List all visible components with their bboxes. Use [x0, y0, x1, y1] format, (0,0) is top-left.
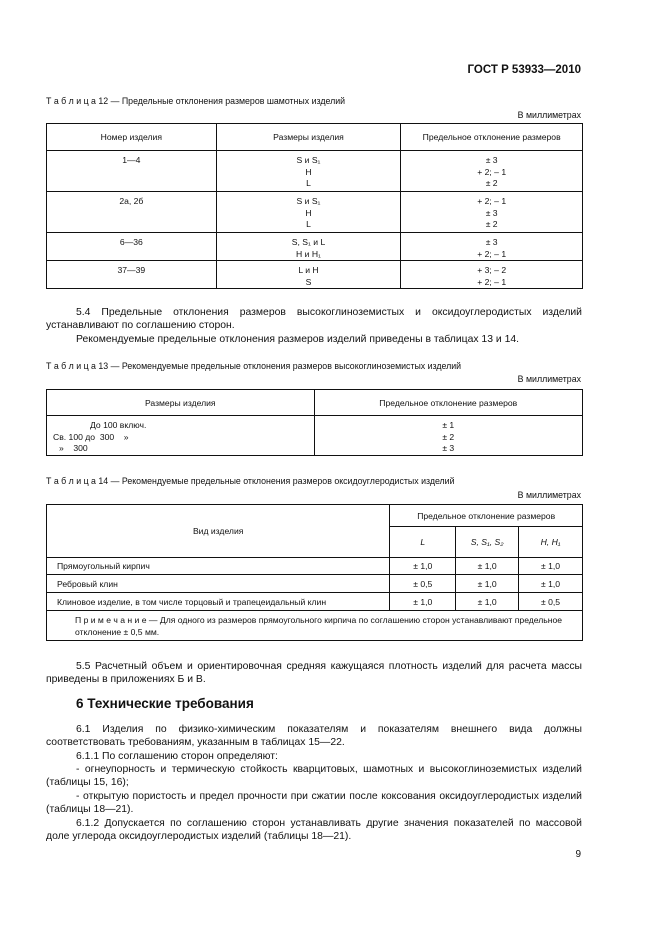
- table14-cell: ± 1,0: [519, 575, 583, 593]
- table12-header-num: Номер изделия: [47, 124, 217, 151]
- table13-cell: До 100 включ.: [90, 420, 147, 430]
- paragraph-5-4: 5.4 Предельные отклонения размеров высокоглиноземистых и оксидоуглеродистых изделий устанавливают по соглашению сторон.: [46, 307, 582, 332]
- table12-cell: S: [305, 276, 312, 287]
- table13: [46, 389, 583, 456]
- table13-cell: » 300: [59, 443, 88, 454]
- table12-units: В миллиметрах: [517, 110, 581, 120]
- table12-cell: L: [306, 219, 311, 230]
- page-number: 9: [575, 849, 581, 860]
- table12-cell: L: [306, 178, 311, 189]
- table12-cell: + 2; – 1: [477, 166, 507, 177]
- paragraph-5-5: 5.5 Расчетный объем и ориентировочная средняя кажущаяся плотность изделий для расчета массы приведены в приложениях Б и В.: [46, 661, 582, 686]
- table12-cell: ± 2: [485, 219, 498, 230]
- table14-cell: ± 0,5: [519, 593, 583, 611]
- table12-cell: 1—4: [122, 155, 141, 165]
- table12-cell: ± 3: [485, 155, 498, 165]
- paragraph-6-1-1-b: - открытую пористость и предел прочности при сжатии после коксования оксидоуглеродистых изделий (таблицы 18—21).: [46, 791, 582, 816]
- table13-cell: ± 3: [442, 443, 455, 454]
- table12-cell: + 2; – 1: [477, 196, 507, 206]
- standard-number: ГОСТ Р 53933—2010: [467, 64, 581, 76]
- paragraph-5-4-recommended: Рекомендуемые предельные отклонения размеров изделий приведены в таблицах 13 и 14.: [76, 334, 520, 345]
- table12-cell: S и S₁: [296, 155, 321, 165]
- table-row: [47, 151, 583, 192]
- table14-cell: Ребровый клин: [47, 575, 390, 593]
- table13-header-dev: Предельное отклонение размеров: [314, 390, 582, 416]
- table12-caption: Т а б л и ц а 12 — Предельные отклонения размеров шамотных изделий: [46, 96, 346, 106]
- table14-header-kind: Вид изделия: [47, 505, 390, 558]
- table12-header-sizes: Размеры изделия: [216, 124, 401, 151]
- table13-cell: ± 1: [442, 420, 455, 430]
- table12-cell: S, S₁ и L: [291, 237, 326, 247]
- table12-header-dev: Предельное отклонение размеров: [401, 124, 583, 151]
- table14-cell: ± 1,0: [456, 575, 519, 593]
- paragraph-6-1-1: 6.1.1 По соглашению сторон определяют:: [76, 751, 278, 762]
- table14-cell: Клиновое изделие, в том числе торцовый и трапецеидальный клин: [47, 593, 390, 611]
- paragraph-6-1-1-a: - огнеупорность и термическую стойкость кварцитовых, шамотных и высокоглиноземистых изделий (таблицы 15, 16);: [46, 764, 582, 789]
- table12-cell: ± 2: [485, 178, 498, 189]
- table14-subheader-l: L: [420, 537, 426, 547]
- table-row: [47, 558, 583, 575]
- table14-cell: ± 1,0: [456, 558, 519, 575]
- table14-cell: ± 0,5: [390, 575, 456, 593]
- table12-cell: 2а, 2б: [119, 196, 144, 206]
- table-row: [47, 575, 583, 593]
- table14: [46, 504, 583, 641]
- table13-cell: ± 2: [442, 431, 455, 442]
- table14-caption: Т а б л и ц а 14 — Рекомендуемые предельные отклонения размеров оксидоуглеродистых изделий: [46, 476, 455, 486]
- table-row: [47, 192, 583, 233]
- table-row: [47, 233, 583, 261]
- table14-subheader-h: H, H₁: [540, 537, 561, 547]
- table12-cell: 37—39: [117, 265, 146, 276]
- paragraph-6-1-2: 6.1.2 Допускается по соглашению сторон устанавливать другие значения показателей по массовой доле углерода оксидоуглеродистых изделий (таблицы 18—21).: [46, 818, 582, 843]
- table14-subheader-s: S, S₁, S₂: [470, 537, 504, 547]
- table12-cell: ± 3: [485, 207, 498, 218]
- table12-cell: L и H: [298, 265, 319, 276]
- table12-cell: 6—36: [119, 237, 143, 247]
- table14-cell: ± 1,0: [456, 593, 519, 611]
- table12-cell: + 3; – 2: [477, 265, 507, 276]
- table12-cell: H: [305, 207, 312, 218]
- table12-cell: + 2; – 1: [477, 276, 507, 287]
- table13-caption: Т а б л и ц а 13 — Рекомендуемые предельные отклонения размеров высокоглиноземистых изделий: [46, 361, 462, 371]
- table12-cell: ± 3: [485, 237, 498, 247]
- table14-cell: ± 1,0: [519, 558, 583, 575]
- table-row: [47, 261, 583, 289]
- table14-units: В миллиметрах: [517, 490, 581, 500]
- table-row: [47, 416, 583, 456]
- table12-cell: + 2; – 1: [477, 248, 507, 259]
- paragraph-6-1: 6.1 Изделия по физико-химическим показателям и показателям внешнего вида должны соответствовать требованиям, указанным в таблицах 15—22.: [46, 724, 582, 749]
- table14-header-dev: Предельное отклонение размеров: [390, 505, 583, 527]
- table14-cell: ± 1,0: [390, 558, 456, 575]
- table13-cell: Св. 100 до 300 »: [53, 431, 129, 442]
- table12-cell: H и H₁: [296, 248, 321, 259]
- table13-header-sizes: Размеры изделия: [47, 390, 315, 416]
- table12-cell: S и S₁: [296, 196, 321, 206]
- table14-cell: Прямоугольный кирпич: [47, 558, 390, 575]
- table14-cell: ± 1,0: [390, 593, 456, 611]
- table12-cell: H: [305, 166, 312, 177]
- table-row: [47, 593, 583, 611]
- table12: [46, 123, 583, 289]
- section-heading: 6 Технические требования: [76, 696, 254, 711]
- table13-units: В миллиметрах: [517, 374, 581, 384]
- table14-note: П р и м е ч а н и е — Для одного из размеров прямоугольного кирпича по соглашению сторон устанавливают предельное отклонение ± 0,5 мм.: [47, 611, 583, 641]
